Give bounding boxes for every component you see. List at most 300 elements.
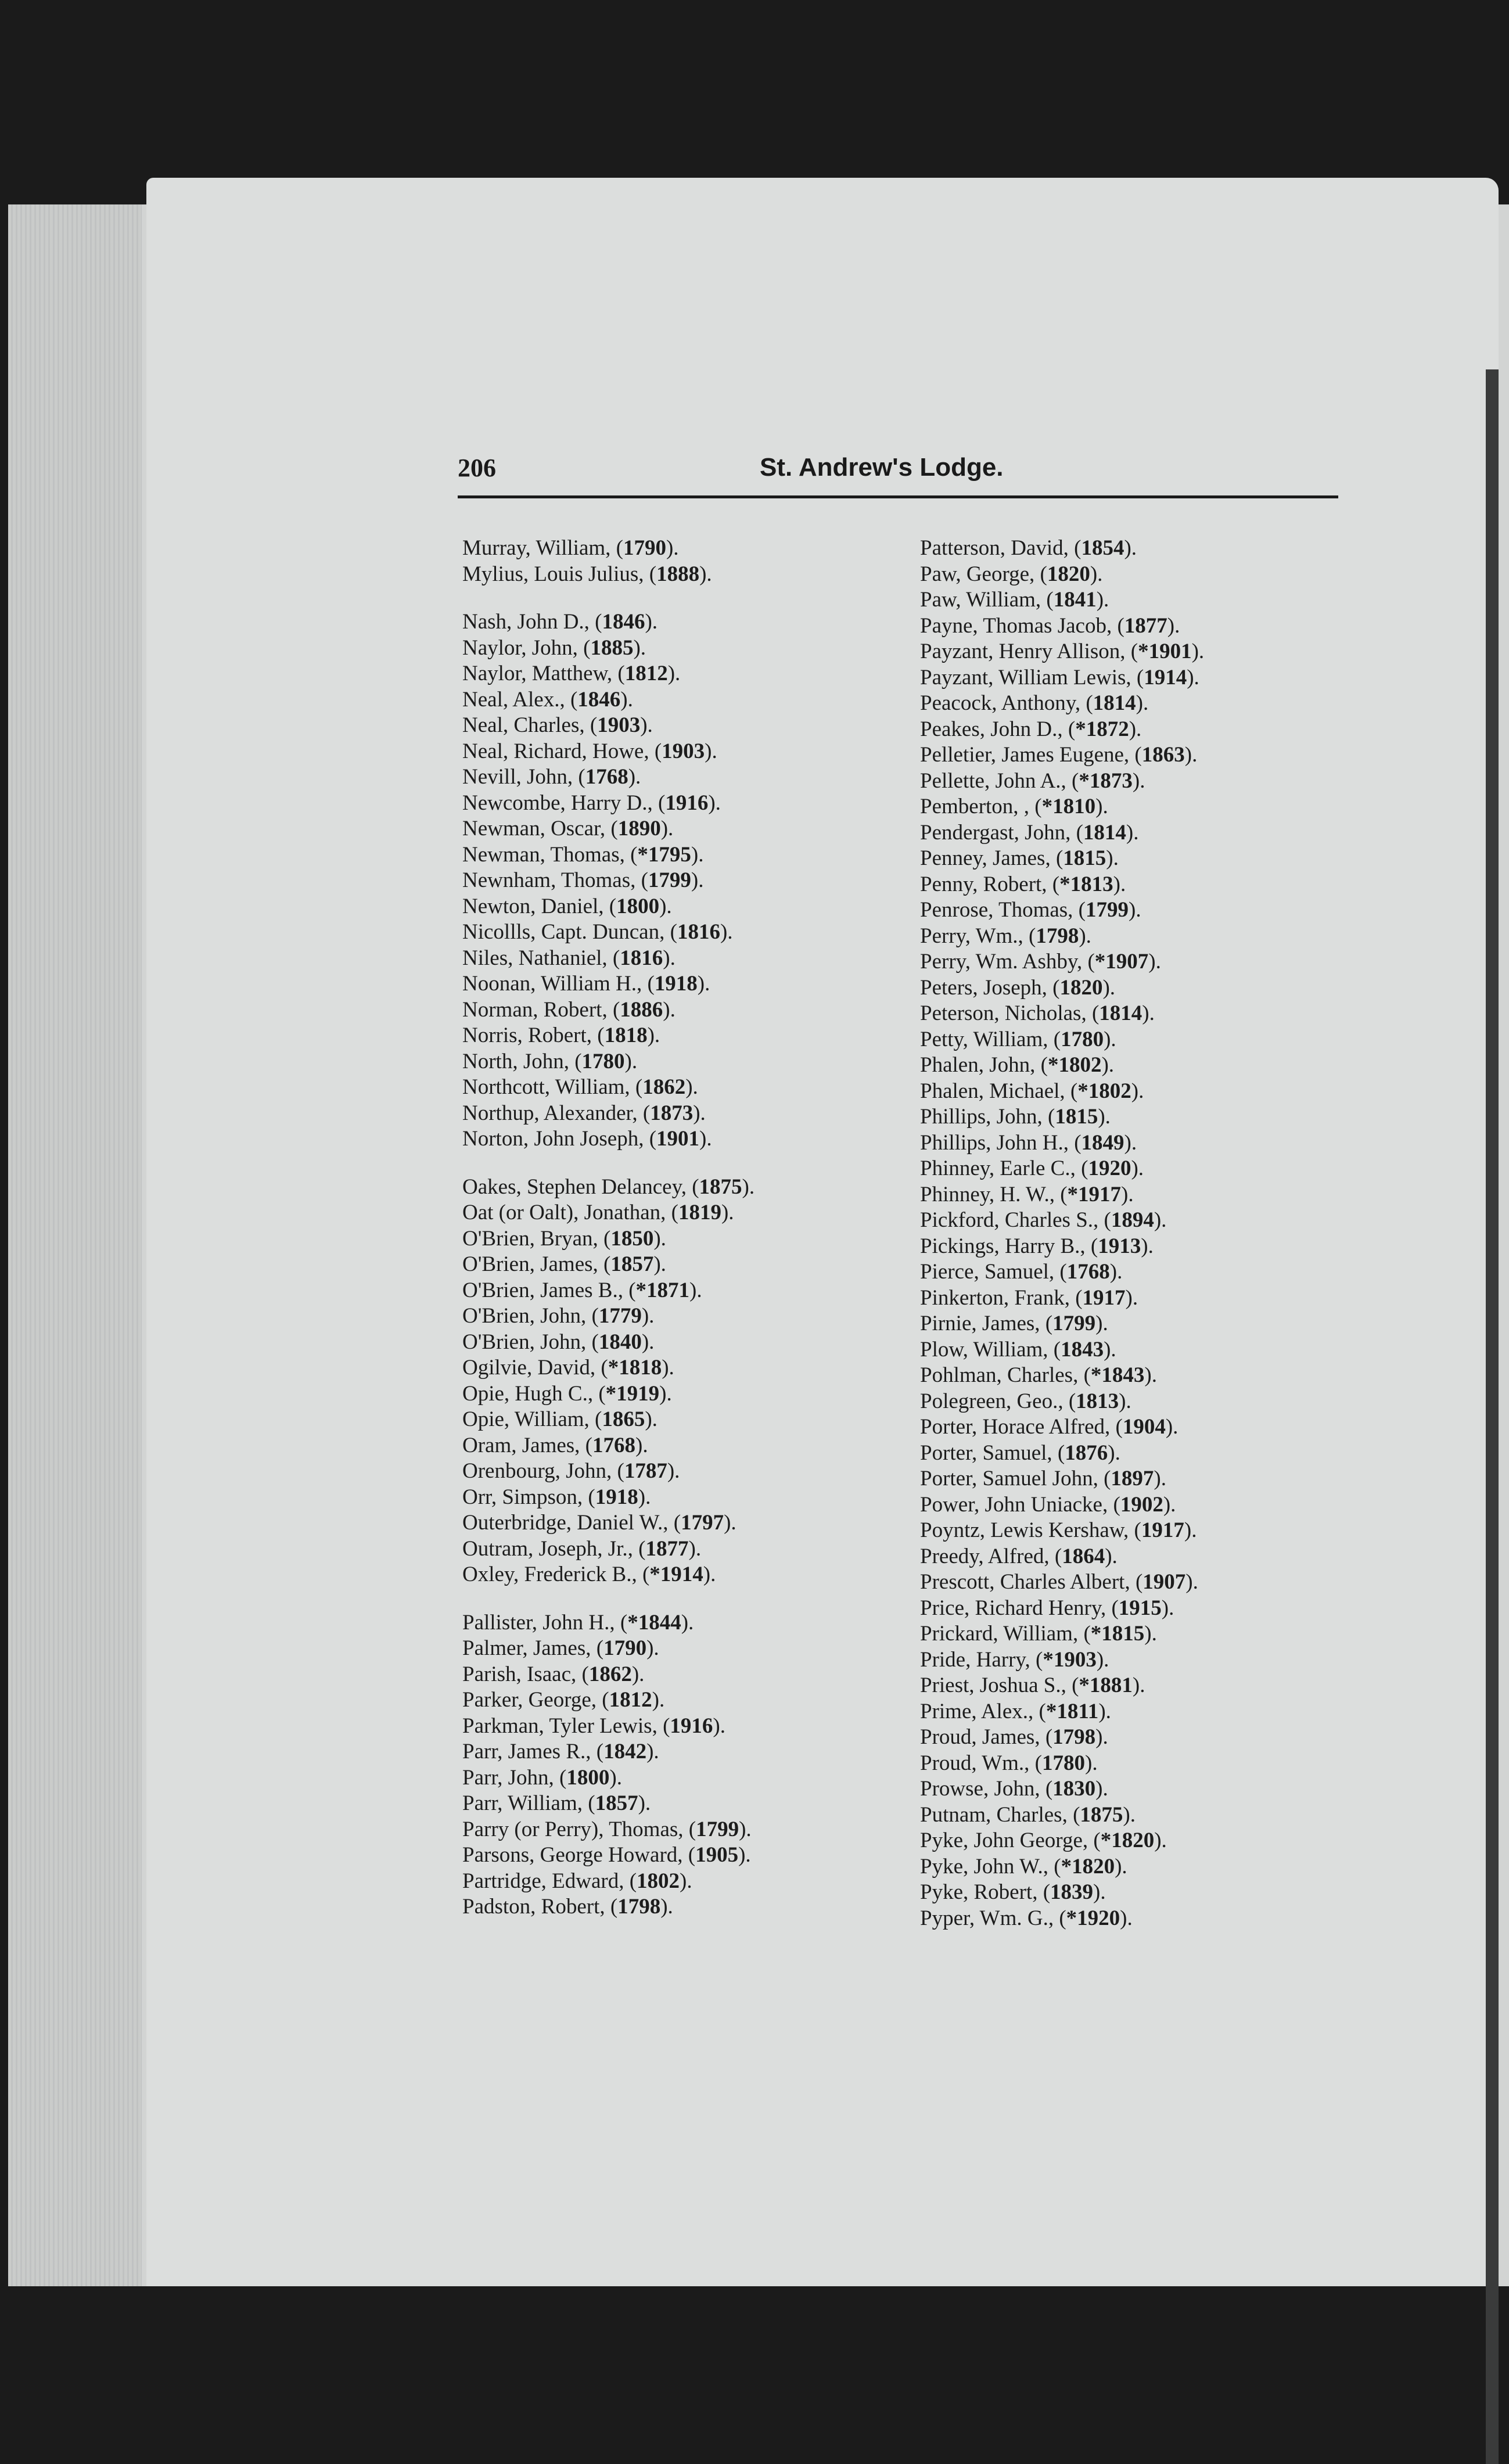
member-entry (462, 1433, 927, 1459)
member-entry-tail: ). (1165, 1415, 1179, 1439)
member-entry-tail: ). (662, 1356, 674, 1380)
member-year: 1886 (620, 997, 663, 1022)
member-name: Newton, Daniel, ( (462, 894, 617, 918)
member-year: 1790 (603, 1636, 647, 1660)
member-year: 1865 (602, 1407, 645, 1431)
member-name: Polegreen, Geo., ( (920, 1389, 1076, 1413)
member-year: 1876 (1065, 1441, 1108, 1465)
member-year: 1798 (1052, 1725, 1096, 1749)
member-year: *1917 (1067, 1182, 1122, 1206)
member-entry (920, 820, 1385, 846)
member-year: 1901 (656, 1127, 700, 1151)
member-entry (920, 1828, 1385, 1854)
member-year: 1888 (656, 562, 700, 586)
member-name: Payzant, Henry Allison, ( (920, 640, 1138, 663)
member-entry (920, 1259, 1385, 1285)
member-entry (462, 1049, 927, 1075)
member-entry-tail: ). (1120, 1906, 1133, 1930)
member-name: Pyke, John W., ( (920, 1854, 1061, 1878)
member-entry-tail: ). (1144, 1363, 1157, 1387)
member-entry (462, 661, 927, 687)
member-entry-tail: ). (659, 894, 672, 918)
member-entry-tail: ). (1098, 1699, 1111, 1723)
member-entry-tail: ). (691, 868, 704, 892)
member-entry-tail: ). (646, 1636, 659, 1660)
member-entry (920, 613, 1385, 640)
member-name: Pyke, Robert, ( (920, 1880, 1051, 1904)
member-name: Pelletier, James Eugene, ( (920, 743, 1142, 767)
member-name: Porter, Horace Alfred, ( (920, 1415, 1123, 1439)
member-name: Newcombe, Harry D., ( (462, 791, 666, 815)
member-name: Prime, Alex., ( (920, 1699, 1046, 1723)
member-year: 1768 (592, 1433, 635, 1457)
member-entry (920, 1001, 1385, 1027)
member-name: Parsons, George Howard, ( (462, 1843, 696, 1867)
member-entry (920, 924, 1385, 950)
member-entry-tail: ). (1191, 640, 1205, 663)
member-name: Poyntz, Lewis Kershaw, ( (920, 1518, 1141, 1542)
member-name: Opie, William, ( (462, 1407, 602, 1431)
member-entry-tail: ). (1132, 768, 1145, 793)
member-year: 1918 (595, 1485, 638, 1509)
member-entry (462, 894, 927, 920)
member-entry (920, 1053, 1385, 1079)
member-year: *1802 (1047, 1053, 1102, 1077)
member-entry-tail: ). (635, 1433, 648, 1457)
member-name: Oxley, Frederick B., ( (462, 1563, 650, 1586)
member-entry (920, 794, 1385, 820)
member-entry-tail: ). (1109, 1260, 1123, 1284)
member-entry-tail: ). (652, 1688, 665, 1712)
member-entry (920, 1725, 1385, 1751)
member-year: *1802 (1077, 1079, 1131, 1103)
member-year: 1815 (1055, 1105, 1098, 1129)
member-year: 1814 (1083, 820, 1126, 845)
member-year: 1799 (1052, 1312, 1096, 1335)
member-entry (920, 1414, 1385, 1441)
page-right-shadow (1486, 369, 1499, 2464)
member-year: 1800 (616, 894, 660, 918)
member-entry-tail: ). (1129, 898, 1141, 922)
member-year: 1877 (645, 1536, 689, 1561)
member-entry-tail: ). (699, 562, 712, 586)
member-entry-tail: ). (624, 1049, 638, 1073)
member-name: Orenbourg, John, ( (462, 1459, 624, 1483)
member-year: 1877 (1124, 613, 1167, 638)
member-year: 1780 (581, 1049, 625, 1073)
member-name: Prowse, John, ( (920, 1777, 1053, 1801)
member-name: Neal, Alex., ( (462, 687, 578, 712)
member-entry-tail: ). (720, 920, 733, 944)
member-name: Patterson, David, ( (920, 536, 1082, 560)
member-entry (462, 1407, 927, 1433)
member-name: Opie, Hugh C., ( (462, 1381, 606, 1406)
member-name: Penrose, Thomas, ( (920, 898, 1086, 922)
member-entry (920, 665, 1385, 691)
member-name: Palmer, James, ( (462, 1636, 604, 1660)
member-name: Phillips, John H., ( (920, 1130, 1082, 1155)
member-entry (462, 687, 927, 713)
member-entry-tail: ). (1095, 1777, 1108, 1801)
member-year: *1820 (1061, 1854, 1115, 1878)
member-year: 1897 (1111, 1467, 1154, 1490)
member-name: Paw, William, ( (920, 588, 1054, 612)
member-name: Power, John Uniacke, ( (920, 1492, 1120, 1517)
member-name: O'Brien, John, ( (462, 1304, 599, 1328)
member-entry-tail: ). (1142, 1001, 1155, 1025)
member-name: Nevill, John, ( (462, 765, 585, 789)
member-name: Orr, Simpson, ( (462, 1485, 595, 1509)
member-name: Pinkerton, Frank, ( (920, 1285, 1083, 1310)
member-name: Payzant, William Lewis, ( (920, 665, 1144, 689)
member-name: Pellette, John A., ( (920, 768, 1079, 793)
member-name: Pemberton, , ( (920, 795, 1042, 818)
member-name: Newnham, Thomas, ( (462, 868, 648, 892)
member-entry (462, 1739, 927, 1765)
member-year: 1816 (677, 920, 720, 944)
member-entry-tail: ). (663, 997, 676, 1022)
member-entry (462, 1101, 927, 1127)
member-entry-tail: ). (640, 713, 653, 737)
right-column (920, 536, 1385, 1931)
member-name: Norman, Robert, ( (462, 997, 620, 1022)
member-name: O'Brien, James B., ( (462, 1278, 636, 1302)
member-name: Parish, Isaac, ( (462, 1662, 589, 1686)
member-entry-tail: ). (685, 1075, 698, 1099)
member-entry-tail: ). (1184, 743, 1198, 767)
member-entry-tail: ). (724, 1511, 736, 1535)
member-entry (920, 1104, 1385, 1130)
member-entry-tail: ). (641, 1330, 655, 1354)
member-entry (462, 1536, 927, 1563)
member-entry (462, 1510, 927, 1536)
member-entry (462, 1278, 927, 1304)
member-entry-tail: ). (609, 1765, 622, 1790)
member-entry-tail: ). (1113, 872, 1126, 896)
member-year: 1800 (566, 1765, 610, 1790)
member-entry-tail: ). (1102, 975, 1116, 1000)
member-year: 1864 (1062, 1544, 1105, 1568)
page-header (458, 445, 1338, 497)
member-name: Newman, Oscar, ( (462, 817, 618, 841)
member-name: Perry, Wm., ( (920, 924, 1036, 948)
member-entry-tail: ). (1125, 1285, 1138, 1310)
member-entry-tail: ). (738, 1843, 751, 1867)
member-entry-tail: ). (1095, 795, 1108, 818)
member-entry (462, 946, 927, 972)
member-year: 1815 (1063, 846, 1106, 870)
member-entry (920, 562, 1385, 588)
member-entry-tail: ). (688, 1536, 702, 1561)
member-name: Northcott, William, ( (462, 1075, 643, 1099)
member-entry-tail: ). (1161, 1596, 1174, 1620)
member-year: 1798 (1036, 924, 1079, 948)
member-name: Parr, James R., ( (462, 1740, 604, 1763)
member-entry (920, 1751, 1385, 1777)
member-year: 1798 (617, 1895, 661, 1919)
member-year: 1820 (1047, 562, 1090, 586)
member-entry (462, 1355, 927, 1381)
member-name: Paw, George, ( (920, 562, 1047, 586)
member-entry (920, 1699, 1385, 1725)
member-entry (920, 587, 1385, 613)
member-entry (920, 1311, 1385, 1337)
section-gap (462, 1588, 927, 1610)
member-entry-tail: ). (1187, 665, 1199, 689)
member-entry-tail: ). (628, 765, 641, 789)
member-entry-tail: ). (739, 1817, 752, 1841)
member-name: Nicollls, Capt. Duncan, ( (462, 920, 677, 944)
member-name: Neal, Richard, Howe, ( (462, 739, 662, 763)
member-name: Pohlman, Charles, ( (920, 1363, 1091, 1387)
member-entry-tail: ). (1115, 1854, 1127, 1878)
member-name: Parkman, Tyler Lewis, ( (462, 1714, 670, 1738)
member-entry-tail: ). (1090, 562, 1103, 586)
member-year: 1913 (1098, 1234, 1141, 1258)
member-entry-tail: ). (1136, 691, 1149, 715)
member-name: Proud, Wm., ( (920, 1751, 1043, 1775)
member-entry (920, 768, 1385, 795)
member-year: 1894 (1111, 1208, 1154, 1232)
member-name: Phinney, Earle C., ( (920, 1156, 1088, 1180)
member-year: 1812 (609, 1688, 652, 1712)
member-name: Partridge, Edward, ( (462, 1869, 637, 1893)
member-year: 1907 (1142, 1570, 1186, 1594)
member-year: 1902 (1120, 1492, 1163, 1517)
member-entry (920, 1079, 1385, 1105)
member-entry-tail: ). (1079, 924, 1091, 948)
member-entry-tail: ). (1144, 1622, 1157, 1646)
member-name: Oakes, Stephen Delancey, ( (462, 1174, 699, 1199)
member-year: 1916 (670, 1714, 713, 1738)
member-entry-tail: ). (620, 687, 633, 712)
member-entry-tail: ). (1096, 1647, 1109, 1672)
member-name: Peters, Joseph, ( (920, 975, 1060, 1000)
member-entry (462, 1381, 927, 1407)
member-year: 1905 (695, 1843, 739, 1867)
member-entry (462, 791, 927, 817)
member-name: Parr, John, ( (462, 1765, 567, 1790)
member-entry (920, 691, 1385, 717)
member-entry (462, 1485, 927, 1511)
member-year: 1841 (1053, 588, 1097, 612)
member-year: 1799 (648, 868, 691, 892)
member-entry-tail: ). (1101, 1053, 1115, 1077)
member-year: *1843 (1090, 1363, 1145, 1387)
member-name: Price, Richard Henry, ( (920, 1596, 1119, 1620)
member-entry-tail: ). (1124, 536, 1137, 560)
member-entry (920, 717, 1385, 743)
member-name: Newman, Thomas, ( (462, 842, 638, 867)
member-year: 1917 (1082, 1285, 1126, 1310)
member-entry-tail: ). (1124, 1130, 1137, 1155)
member-entry (920, 897, 1385, 924)
member-entry-tail: ). (699, 1127, 712, 1151)
member-entry-tail: ). (1184, 1518, 1197, 1542)
member-entry (462, 816, 927, 842)
member-year: 1917 (1141, 1518, 1184, 1542)
member-name: Ogilvie, David, ( (462, 1356, 608, 1380)
member-year: 1854 (1081, 536, 1124, 560)
member-name: Parr, William, ( (462, 1791, 595, 1815)
member-year: 1790 (623, 536, 666, 560)
member-year: *1873 (1079, 768, 1133, 793)
member-entry (462, 1174, 927, 1201)
member-name: Pride, Harry, ( (920, 1647, 1043, 1672)
member-name: Perry, Wm. Ashby, ( (920, 950, 1095, 974)
member-year: *1795 (637, 842, 691, 867)
member-name: Norris, Robert, ( (462, 1023, 605, 1047)
member-year: 1842 (603, 1740, 647, 1763)
member-name: Norton, John Joseph, ( (462, 1127, 657, 1151)
member-name: Parry (or Perry), Thomas, ( (462, 1817, 696, 1841)
member-entry-tail: ). (660, 1895, 673, 1919)
member-year: *1872 (1075, 717, 1129, 741)
member-year: 1839 (1050, 1880, 1094, 1904)
member-entry-tail: ). (631, 1662, 645, 1686)
member-entry (920, 1906, 1385, 1932)
member-entry (462, 764, 927, 791)
member-name: Phalen, John, ( (920, 1053, 1048, 1077)
member-year: *1901 (1138, 640, 1192, 663)
member-entry-tail: ). (1104, 1337, 1116, 1362)
member-entry-tail: ). (641, 1304, 655, 1328)
member-entry-tail: ). (1131, 1079, 1144, 1103)
member-entry-tail: ). (705, 739, 717, 763)
member-entry (920, 1776, 1385, 1802)
member-entry-tail: ). (647, 1023, 660, 1047)
member-year: 1903 (662, 739, 705, 763)
member-entry (462, 1791, 927, 1817)
member-entry-tail: ). (645, 1407, 658, 1431)
member-entry (462, 971, 927, 997)
member-year: 1862 (588, 1662, 632, 1686)
member-entry (462, 1842, 927, 1869)
member-entry-tail: ). (1129, 717, 1142, 741)
member-year: 1813 (1076, 1389, 1119, 1413)
member-entry (920, 1156, 1385, 1182)
member-entry (462, 1817, 927, 1843)
member-entry-tail: ). (681, 1610, 694, 1635)
member-name: Nash, John D., ( (462, 610, 602, 634)
member-entry-tail: ). (646, 1740, 659, 1763)
member-entry (462, 1126, 927, 1152)
member-year: 1873 (650, 1101, 694, 1125)
member-year: 1787 (624, 1459, 667, 1483)
member-year: 1799 (696, 1817, 739, 1841)
member-entry-tail: ). (666, 536, 679, 560)
member-entry-tail: ). (1104, 1027, 1116, 1051)
member-name: Porter, Samuel, ( (920, 1441, 1065, 1465)
member-entry (920, 536, 1385, 562)
member-entry (462, 1765, 927, 1791)
member-name: Petty, William, ( (920, 1027, 1061, 1051)
member-name: Phinney, H. W., ( (920, 1182, 1068, 1206)
page-stack-lines (8, 204, 142, 2286)
member-year: *1919 (605, 1381, 660, 1406)
member-entry-tail: ). (1098, 1105, 1111, 1129)
member-entry (920, 1854, 1385, 1880)
member-year: 1802 (637, 1869, 680, 1893)
member-entry (920, 1130, 1385, 1156)
member-name: Plow, William, ( (920, 1337, 1061, 1362)
member-entry (462, 868, 927, 894)
member-name: Naylor, Matthew, ( (462, 662, 625, 685)
member-entry-tail: ). (633, 635, 646, 660)
member-name: Outerbridge, Daniel W., ( (462, 1511, 681, 1535)
member-year: 1814 (1099, 1001, 1142, 1025)
member-entry (462, 1562, 927, 1588)
member-year: 1768 (585, 765, 628, 789)
member-name: Pierce, Samuel, ( (920, 1260, 1067, 1284)
member-entry (920, 975, 1385, 1001)
member-entry-tail: ). (708, 791, 721, 815)
member-entry (920, 1518, 1385, 1544)
member-entry-tail: ). (1148, 950, 1161, 974)
member-year: 1857 (610, 1252, 654, 1276)
section-gap (462, 587, 927, 609)
member-entry (920, 742, 1385, 768)
member-name: Outram, Joseph, Jr., ( (462, 1536, 646, 1561)
member-year: 1916 (665, 791, 709, 815)
member-year: *1844 (627, 1610, 681, 1635)
member-entry (920, 1027, 1385, 1053)
member-entry-tail: ). (691, 842, 704, 867)
member-name: Prickard, William, ( (920, 1622, 1091, 1646)
member-entry (920, 1441, 1385, 1467)
member-entry-tail: ). (697, 972, 710, 996)
member-entry (920, 1673, 1385, 1699)
member-entry-tail: ). (667, 1459, 680, 1483)
member-year: 1857 (595, 1791, 638, 1815)
member-entry (462, 1226, 927, 1252)
member-name: O'Brien, Bryan, ( (462, 1226, 611, 1251)
member-entry-tail: ). (703, 1563, 716, 1586)
member-entry-tail: ). (742, 1174, 755, 1199)
member-entry (462, 536, 927, 562)
member-year: 1830 (1052, 1777, 1096, 1801)
member-year: 1818 (604, 1023, 648, 1047)
member-year: *1810 (1041, 795, 1096, 818)
member-entry-tail: ). (1105, 1544, 1118, 1568)
member-name: Oram, James, ( (462, 1433, 592, 1457)
member-name: North, John, ( (462, 1049, 582, 1073)
member-name: Putnam, Charles, ( (920, 1802, 1080, 1827)
member-entry (462, 635, 927, 662)
member-entry-tail: ). (1119, 1389, 1131, 1413)
member-name: Priest, Joshua S., ( (920, 1673, 1079, 1697)
member-entry-tail: ). (659, 1381, 672, 1406)
member-year: 1768 (1066, 1260, 1110, 1284)
member-entry (462, 1714, 927, 1740)
member-entry-tail: ). (1123, 1802, 1136, 1827)
member-entry-tail: ). (1185, 1570, 1198, 1594)
member-entry-tail: ). (638, 1791, 651, 1815)
member-entry (462, 1252, 927, 1278)
member-name: Murray, William, ( (462, 536, 623, 560)
member-name: Parker, George, ( (462, 1688, 609, 1712)
member-year: 1903 (597, 713, 641, 737)
member-year: 1920 (1088, 1156, 1131, 1180)
section-gap (462, 1152, 927, 1174)
member-name: Pyper, Wm. G., ( (920, 1906, 1066, 1930)
member-entry (462, 1023, 927, 1049)
member-entry-tail: ). (1131, 1156, 1144, 1180)
member-name: Mylius, Louis Julius, ( (462, 562, 657, 586)
member-entry (462, 1610, 927, 1636)
member-name: O'Brien, James, ( (462, 1252, 611, 1276)
member-entry (920, 1492, 1385, 1518)
